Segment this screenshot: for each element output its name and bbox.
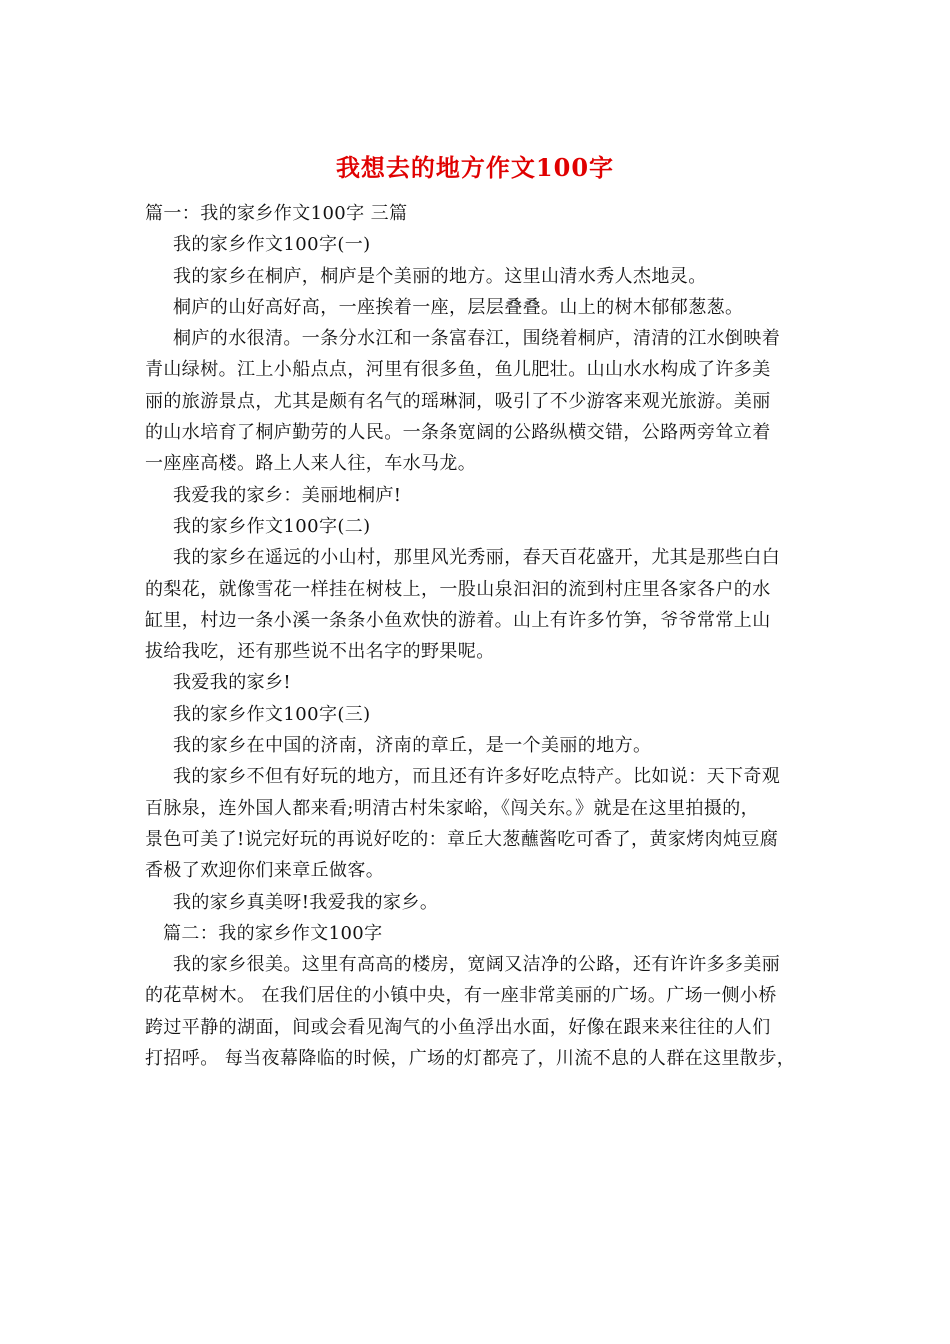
text-line: 我的家乡作文100字(一) — [173, 234, 371, 256]
text-line: 我的家乡不但有好玩的地方，而且还有许多好吃点特产。比如说：天下奇观 — [173, 766, 781, 788]
text-line: 丽的旅游景点，尤其是颇有名气的瑶琳洞，吸引了不少游客来观光旅游。美丽 — [145, 390, 771, 412]
document-body — [145, 198, 815, 1074]
text-line: 一座座高楼。路上人来人往，车水马龙。 — [145, 453, 477, 475]
document-title: 我想去的地方作文100字 — [335, 153, 615, 182]
text-line: 我的家乡作文100字(三) — [173, 703, 371, 725]
text-line: 桐庐的水很清。一条分水江和一条富春江，围绕着桐庐，清清的江水倒映着 — [173, 328, 781, 350]
text-line: 拔给我吃，还有那些说不出名字的野果呢。 — [145, 641, 495, 663]
text-line: 打招呼。 每当夜幕降临的时候，广场的灯都亮了，川流不息的人群在这里散步， — [145, 1048, 796, 1070]
text-line: 我爱我的家乡! — [173, 672, 292, 694]
text-line: 的山水培育了桐庐勤劳的人民。一条条宽阔的公路纵横交错，公路两旁耸立着 — [145, 422, 771, 444]
text-line: 的梨花，就像雪花一样挂在树枝上，一股山泉汩汩的流到村庄里各家各户的水 — [145, 578, 771, 600]
text-line: 景色可美了!说完好玩的再说好吃的：章丘大葱蘸酱吃可香了，黄家烤肉炖豆腐 — [145, 828, 779, 850]
text-line: 篇二：我的家乡作文100字 — [163, 922, 383, 944]
text-line: 缸里，村边一条小溪一条条小鱼欢快的游着。山上有许多竹笋，爷爷常常上山 — [145, 609, 771, 631]
text-line: 跨过平静的湖面，间或会看见淘气的小鱼浮出水面，好像在跟来来往往的人们 — [145, 1016, 771, 1038]
text-line: 我的家乡作文100字(二) — [173, 515, 371, 537]
text-line: 的花草树木。 在我们居住的小镇中央，有一座非常美丽的广场。广场一侧小桥 — [145, 985, 777, 1007]
text-line: 香极了欢迎你们来章丘做客。 — [145, 860, 385, 882]
text-line: 我的家乡真美呀!我爱我的家乡。 — [173, 891, 439, 913]
text-line: 我的家乡很美。这里有高高的楼房，宽阔又洁净的公路，还有许许多多美丽 — [173, 954, 781, 976]
text-line: 百脉泉，连外国人都来看;明清古村朱家峪，《闯关东。》就是在这里拍摄的， — [145, 797, 760, 819]
text-line: 青山绿树。江上小船点点，河里有很多鱼，鱼儿肥壮。山山水水构成了许多美 — [145, 359, 771, 381]
text-line: 我的家乡在桐庐，桐庐是个美丽的地方。这里山清水秀人杰地灵。 — [173, 265, 707, 287]
text-line: 我爱我的家乡：美丽地桐庐! — [173, 484, 402, 506]
text-line: 桐庐的山好高好高，一座挨着一座，层层叠叠。山上的树木郁郁葱葱。 — [173, 296, 744, 318]
text-line: 篇一：我的家乡作文100字 三篇 — [145, 203, 408, 224]
text-line: 我的家乡在中国的济南，济南的章丘，是一个美丽的地方。 — [173, 735, 652, 757]
text-line: 我的家乡在遥远的小山村，那里风光秀丽，春天百花盛开，尤其是那些白白 — [173, 547, 781, 569]
